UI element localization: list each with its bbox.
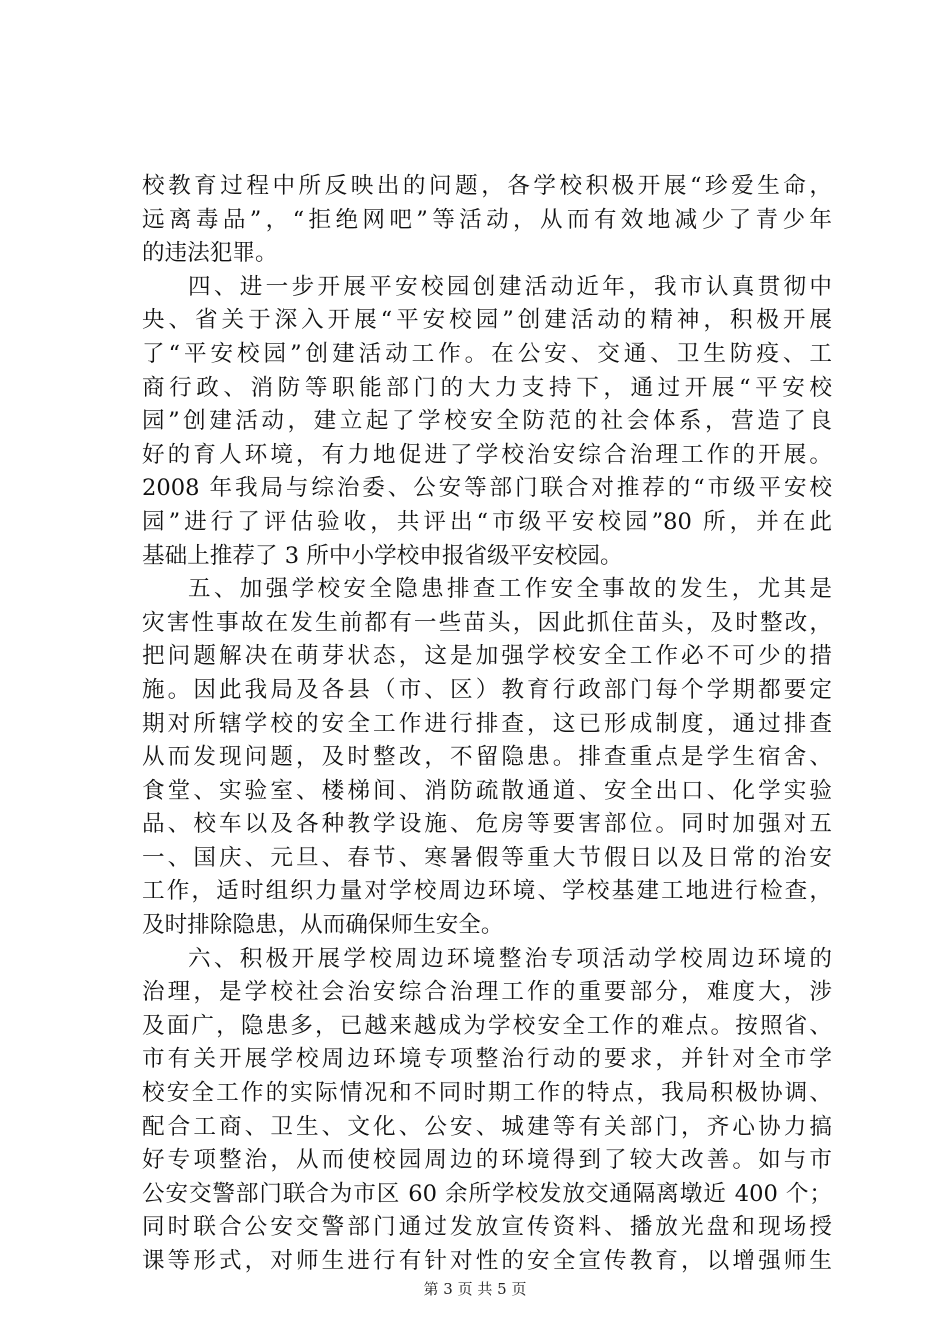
paragraph-line: 配合工商、卫生、文化、公安、城建等有关部门，齐心协力搞 [142, 1113, 832, 1140]
paragraph-line: 好专项整治，从而使校园周边的环境得到了较大改善。如与市 [142, 1147, 832, 1174]
paragraph-line: 市有关开展学校周边环境专项整治行动的要求，并针对全市学 [142, 1046, 832, 1073]
paragraph-line: 2008 年我局与综治委、公安等部门联合对推荐的“市级平安校 [142, 475, 832, 502]
paragraph-line: 公安交警部门联合为市区 60 余所学校发放交通隔离墩近 400 个； [142, 1180, 832, 1207]
body-text [142, 170, 832, 1279]
paragraph-line: 央、省关于深入开展“平安校园”创建活动的精神，积极开展 [142, 307, 832, 334]
paragraph-first-line: 五、加强学校安全隐患排查工作安全事故的发生，尤其是 [188, 576, 832, 603]
paragraph-line: 园”进行了评估验收，共评出“市级平安校园”80 所，并在此 [142, 508, 832, 535]
paragraph-first-line: 四、进一步开展平安校园创建活动近年，我市认真贯彻中 [188, 273, 832, 300]
paragraph-line: 及时排除隐患，从而确保师生安全。 [142, 912, 504, 939]
paragraph-line: 食堂、实验室、楼梯间、消防疏散通道、安全出口、化学实验 [142, 777, 832, 804]
paragraph-line: 同时联合公安交警部门通过发放宣传资料、播放光盘和现场授 [142, 1214, 832, 1241]
paragraph-line: 治理，是学校社会治安综合治理工作的重要部分，难度大，涉 [142, 979, 832, 1006]
paragraph-line: 基础上推荐了 3 所中小学校申报省级平安校园。 [142, 542, 623, 569]
paragraph-line: 工作，适时组织力量对学校周边环境、学校基建工地进行检查， [142, 878, 832, 905]
paragraph-line: 了“平安校园”创建活动工作。在公安、交通、卫生防疫、工 [142, 340, 832, 367]
paragraph-line: 好的育人环境，有力地促进了学校治安综合治理工作的开展。 [142, 441, 832, 468]
paragraph-line: 课等形式，对师生进行有针对性的安全宣传教育，以增强师生 [142, 1248, 832, 1274]
paragraph-line: 施。因此我局及各县（市、区）教育行政部门每个学期都要定 [142, 676, 832, 703]
paragraph-line: 品、校车以及各种教学设施、危房等要害部位。同时加强对五 [142, 811, 832, 838]
paragraph-line: 远离毒品”，“拒绝网吧”等活动，从而有效地减少了青少年 [142, 206, 832, 233]
paragraph-line: 从而发现问题，及时整改，不留隐患。排查重点是学生宿舍、 [142, 744, 832, 771]
paragraph-line: 期对所辖学校的安全工作进行排查，这已形成制度，通过排查 [142, 710, 832, 737]
paragraph-line: 及面广，隐患多，已越来越成为学校安全工作的难点。按照省、 [142, 1012, 832, 1039]
page-number-footer: 第 3 页 共 5 页 [423, 1280, 527, 1298]
paragraph-line: 校教育过程中所反映出的问题，各学校积极开展“珍爱生命， [142, 173, 832, 199]
paragraph-line: 园”创建活动，建立起了学校安全防范的社会体系，营造了良 [142, 408, 832, 435]
paragraph-line: 灾害性事故在发生前都有一些苗头，因此抓住苗头，及时整改， [142, 609, 832, 636]
paragraph-line: 商行政、消防等职能部门的大力支持下，通过开展“平安校 [142, 374, 832, 401]
paragraph-line: 一、国庆、元旦、春节、寒暑假等重大节假日以及日常的治安 [142, 844, 832, 871]
paragraph-line: 的违法犯罪。 [142, 240, 278, 267]
paragraph-first-line: 六、积极开展学校周边环境整治专项活动学校周边环境的 [188, 945, 832, 972]
paragraph-line: 校安全工作的实际情况和不同时期工作的特点，我局积极协调、 [142, 1080, 832, 1107]
paragraph-line: 把问题解决在萌芽状态，这是加强学校安全工作必不可少的措 [142, 643, 832, 670]
